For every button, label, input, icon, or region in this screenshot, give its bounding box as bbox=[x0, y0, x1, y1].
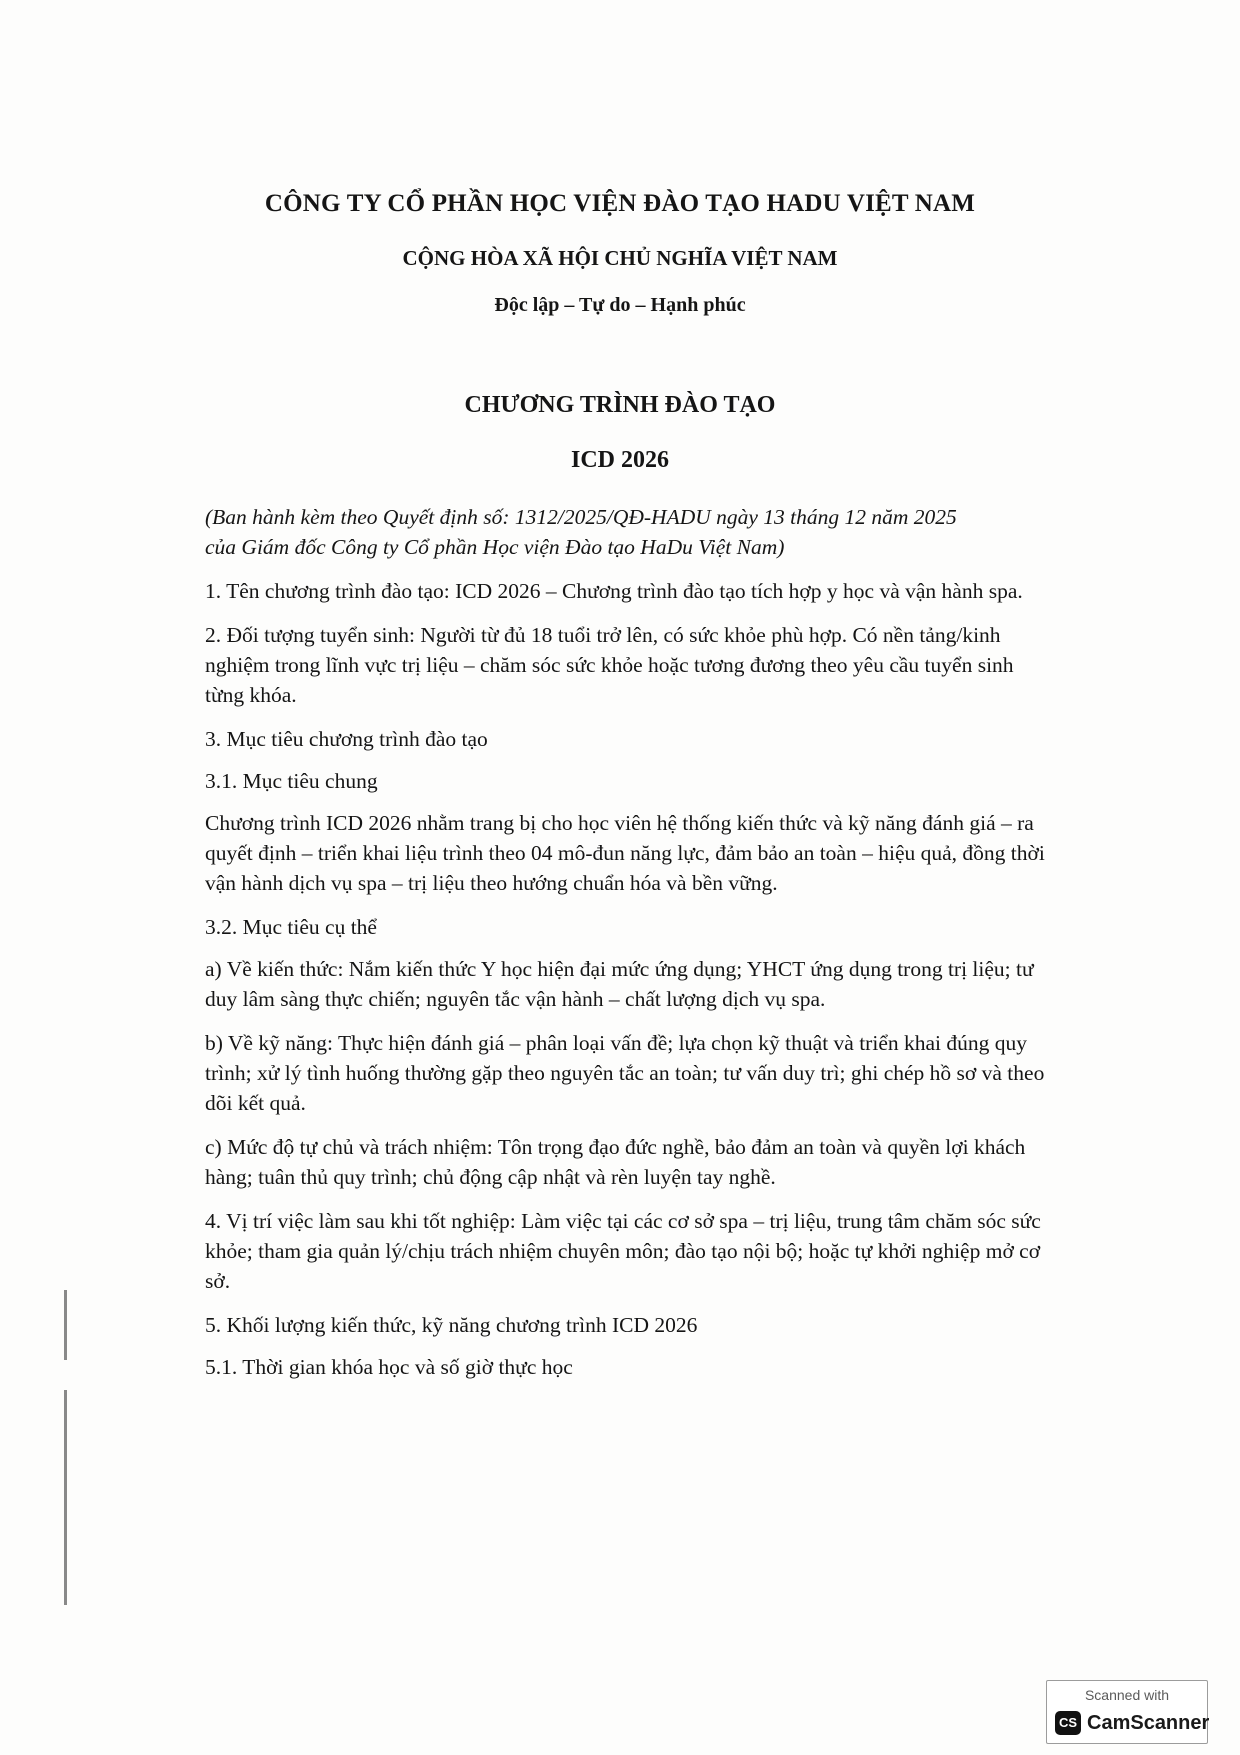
company-name: CÔNG TY CỔ PHẦN HỌC VIỆN ĐÀO TẠO HADU VIỆT NAM bbox=[264, 190, 976, 217]
objective-skills: b) Về kỹ năng: Thực hiện đánh giá – phân loại vấn đề; lựa chọn kỹ thuật và triển khai đúng quy trình; xử lý tình huống thường gặp theo nguyên tắc an toàn; tư vấn duy trì; ghi chép hồ sơ và theo dõi kết quả. bbox=[205, 1031, 1045, 1115]
decision-note-line: của Giám đốc Công ty Cổ phần Học viện Đào tạo HaDu Việt Nam) bbox=[205, 535, 785, 559]
section-heading-specific-objectives: 3.2. Mục tiêu cụ thể bbox=[205, 915, 377, 939]
section-heading-objectives: 3. Mục tiêu chương trình đào tạo bbox=[205, 727, 488, 751]
camscanner-logo-icon: CS bbox=[1055, 1711, 1081, 1735]
section-enrollment: 2. Đối tượng tuyển sinh: Người từ đủ 18 tuổi trở lên, có sức khỏe phù hợp. Có nền tảng/kinh nghiệm trong lĩnh vực trị liệu – chăm sóc sức khỏe hoặc tương đương theo yêu cầu tuyển sinh từng khóa. bbox=[205, 623, 1014, 707]
watermark-caption: Scanned with bbox=[1084, 1687, 1170, 1703]
paragraph-general-objective: Chương trình ICD 2026 nhằm trang bị cho học viên hệ thống kiến thức và kỹ năng đánh giá – ra quyết định – triển khai liệu trình theo 04 mô-đun năng lực, đảm bảo an toàn – hiệu quả, đồng thời vận hành dịch vụ spa – trị liệu theo hướng chuẩn hóa và bền vững. bbox=[205, 811, 1045, 895]
objective-autonomy: c) Mức độ tự chủ và trách nhiệm: Tôn trọng đạo đức nghề, bảo đảm an toàn và quyền lợi khách hàng; tuân thủ quy trình; chủ động cập nhật và rèn luyện tay nghề. bbox=[205, 1135, 1026, 1189]
national-motto: Độc lập – Tự do – Hạnh phúc bbox=[494, 294, 746, 316]
scan-edge-mark bbox=[64, 1390, 67, 1605]
objective-knowledge: a) Về kiến thức: Nắm kiến thức Y học hiện đại mức ứng dụng; YHCT ứng dụng trong trị liệu; tư duy lâm sàng thực chiến; nguyên tắc vận hành – chất lượng dịch vụ spa. bbox=[205, 957, 1034, 1011]
decision-note-line: (Ban hành kèm theo Quyết định số: 1312/2025/QĐ-HADU ngày 13 tháng 12 năm 2025 bbox=[205, 505, 957, 529]
section-heading-duration: 5.1. Thời gian khóa học và số giờ thực học bbox=[205, 1355, 573, 1379]
section-heading-general-objective: 3.1. Mục tiêu chung bbox=[205, 769, 378, 793]
section-heading-volume: 5. Khối lượng kiến thức, kỹ năng chương trình ICD 2026 bbox=[205, 1313, 698, 1337]
section-employment: 4. Vị trí việc làm sau khi tốt nghiệp: Làm việc tại các cơ sở spa – trị liệu, trung tâm chăm sóc sức khỏe; tham gia quản lý/chịu trách nhiệm chuyên môn; đào tạo nội bộ; hoặc tự khởi nghiệp mở cơ sở. bbox=[205, 1209, 1041, 1293]
decision-note bbox=[205, 502, 1045, 562]
section-program-name: 1. Tên chương trình đào tạo: ICD 2026 – Chương trình đào tạo tích hợp y học và vận hành spa. bbox=[205, 579, 1023, 603]
document-body bbox=[205, 576, 1045, 1396]
watermark-brand: CamScanner bbox=[1087, 1712, 1210, 1734]
camscanner-watermark bbox=[1046, 1680, 1208, 1744]
scan-edge-mark bbox=[64, 1290, 67, 1360]
republic-name: CỘNG HÒA XÃ HỘI CHỦ NGHĨA VIỆT NAM bbox=[402, 246, 838, 270]
document-title: CHƯƠNG TRÌNH ĐÀO TẠO bbox=[464, 392, 776, 418]
program-code: ICD 2026 bbox=[570, 447, 669, 473]
